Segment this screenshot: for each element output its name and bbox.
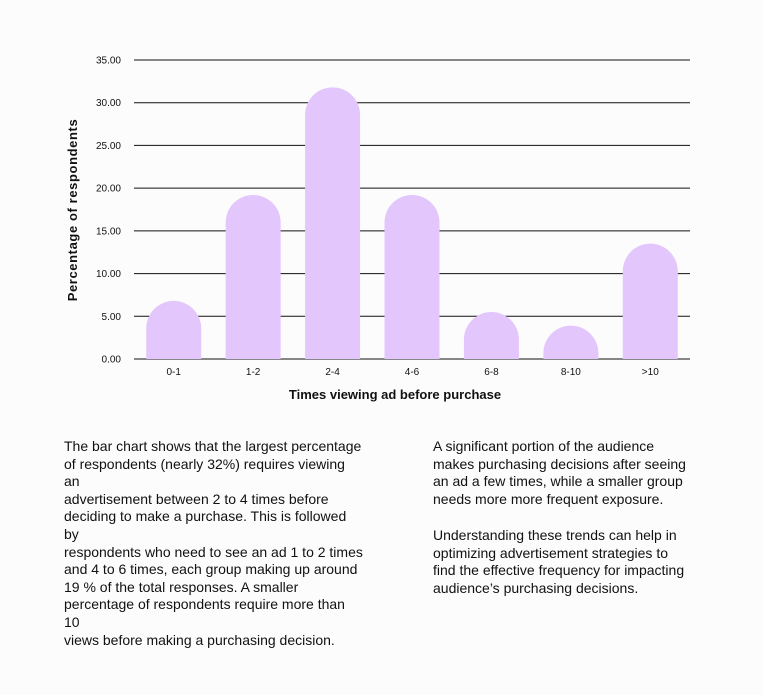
x-tick-label: 6-8 bbox=[484, 367, 499, 378]
chart-description-left: The bar chart shows that the largest percentage of respondents (nearly 32%) requires viewing an advertisement between 2 to 4 times before deciding to make a purchase. This is followed by respondents who need to see an ad 1 to 2 times and 4 to 6 times, each group making up around 19 % of the total responses. A smaller percentage of respondents require more than 10 views before making a purchasing decision. bbox=[64, 438, 363, 648]
chart-summary-paragraph: A significant portion of the audience makes purchasing decisions after seeing an ad a few times, while a smaller group needs more more frequent exposure. bbox=[433, 438, 686, 507]
x-tick-label: 2-4 bbox=[325, 367, 340, 378]
y-tick-label: 5.00 bbox=[101, 311, 121, 323]
bar-810 bbox=[543, 326, 598, 359]
bar-01 bbox=[146, 301, 201, 359]
x-tick-label: 4-6 bbox=[404, 367, 420, 378]
y-tick-labels bbox=[96, 56, 121, 366]
x-tick-label: 1-2 bbox=[245, 367, 261, 378]
bar-12 bbox=[226, 195, 281, 359]
y-tick-label: 30.00 bbox=[95, 98, 121, 110]
y-tick-label: 0.00 bbox=[101, 354, 121, 366]
y-tick-label: 35.00 bbox=[95, 55, 121, 67]
chart-recommendation-paragraph: Understanding these trends can help in optimizing advertisement strategies to find the effective frequency for impacting audience’s purchasing decisions. bbox=[433, 527, 685, 596]
bar-68 bbox=[464, 312, 519, 359]
y-tick-label: 25.00 bbox=[95, 140, 121, 152]
bar-24 bbox=[305, 87, 360, 359]
x-tick-label: 0-1 bbox=[166, 367, 181, 378]
y-tick-label: 15.00 bbox=[95, 226, 121, 238]
bars bbox=[146, 87, 678, 359]
x-tick-labels bbox=[166, 367, 659, 378]
y-axis-label: Percentage of respondents bbox=[65, 118, 80, 302]
bar-46 bbox=[385, 195, 440, 359]
y-tick-label: 10.00 bbox=[95, 269, 121, 281]
x-tick-label: 8-10 bbox=[560, 367, 581, 378]
x-tick-label: >10 bbox=[641, 367, 659, 378]
y-tick-label: 20.00 bbox=[95, 183, 121, 195]
x-axis-label: Times viewing ad before purchase bbox=[288, 387, 502, 402]
bar-10 bbox=[623, 244, 678, 359]
